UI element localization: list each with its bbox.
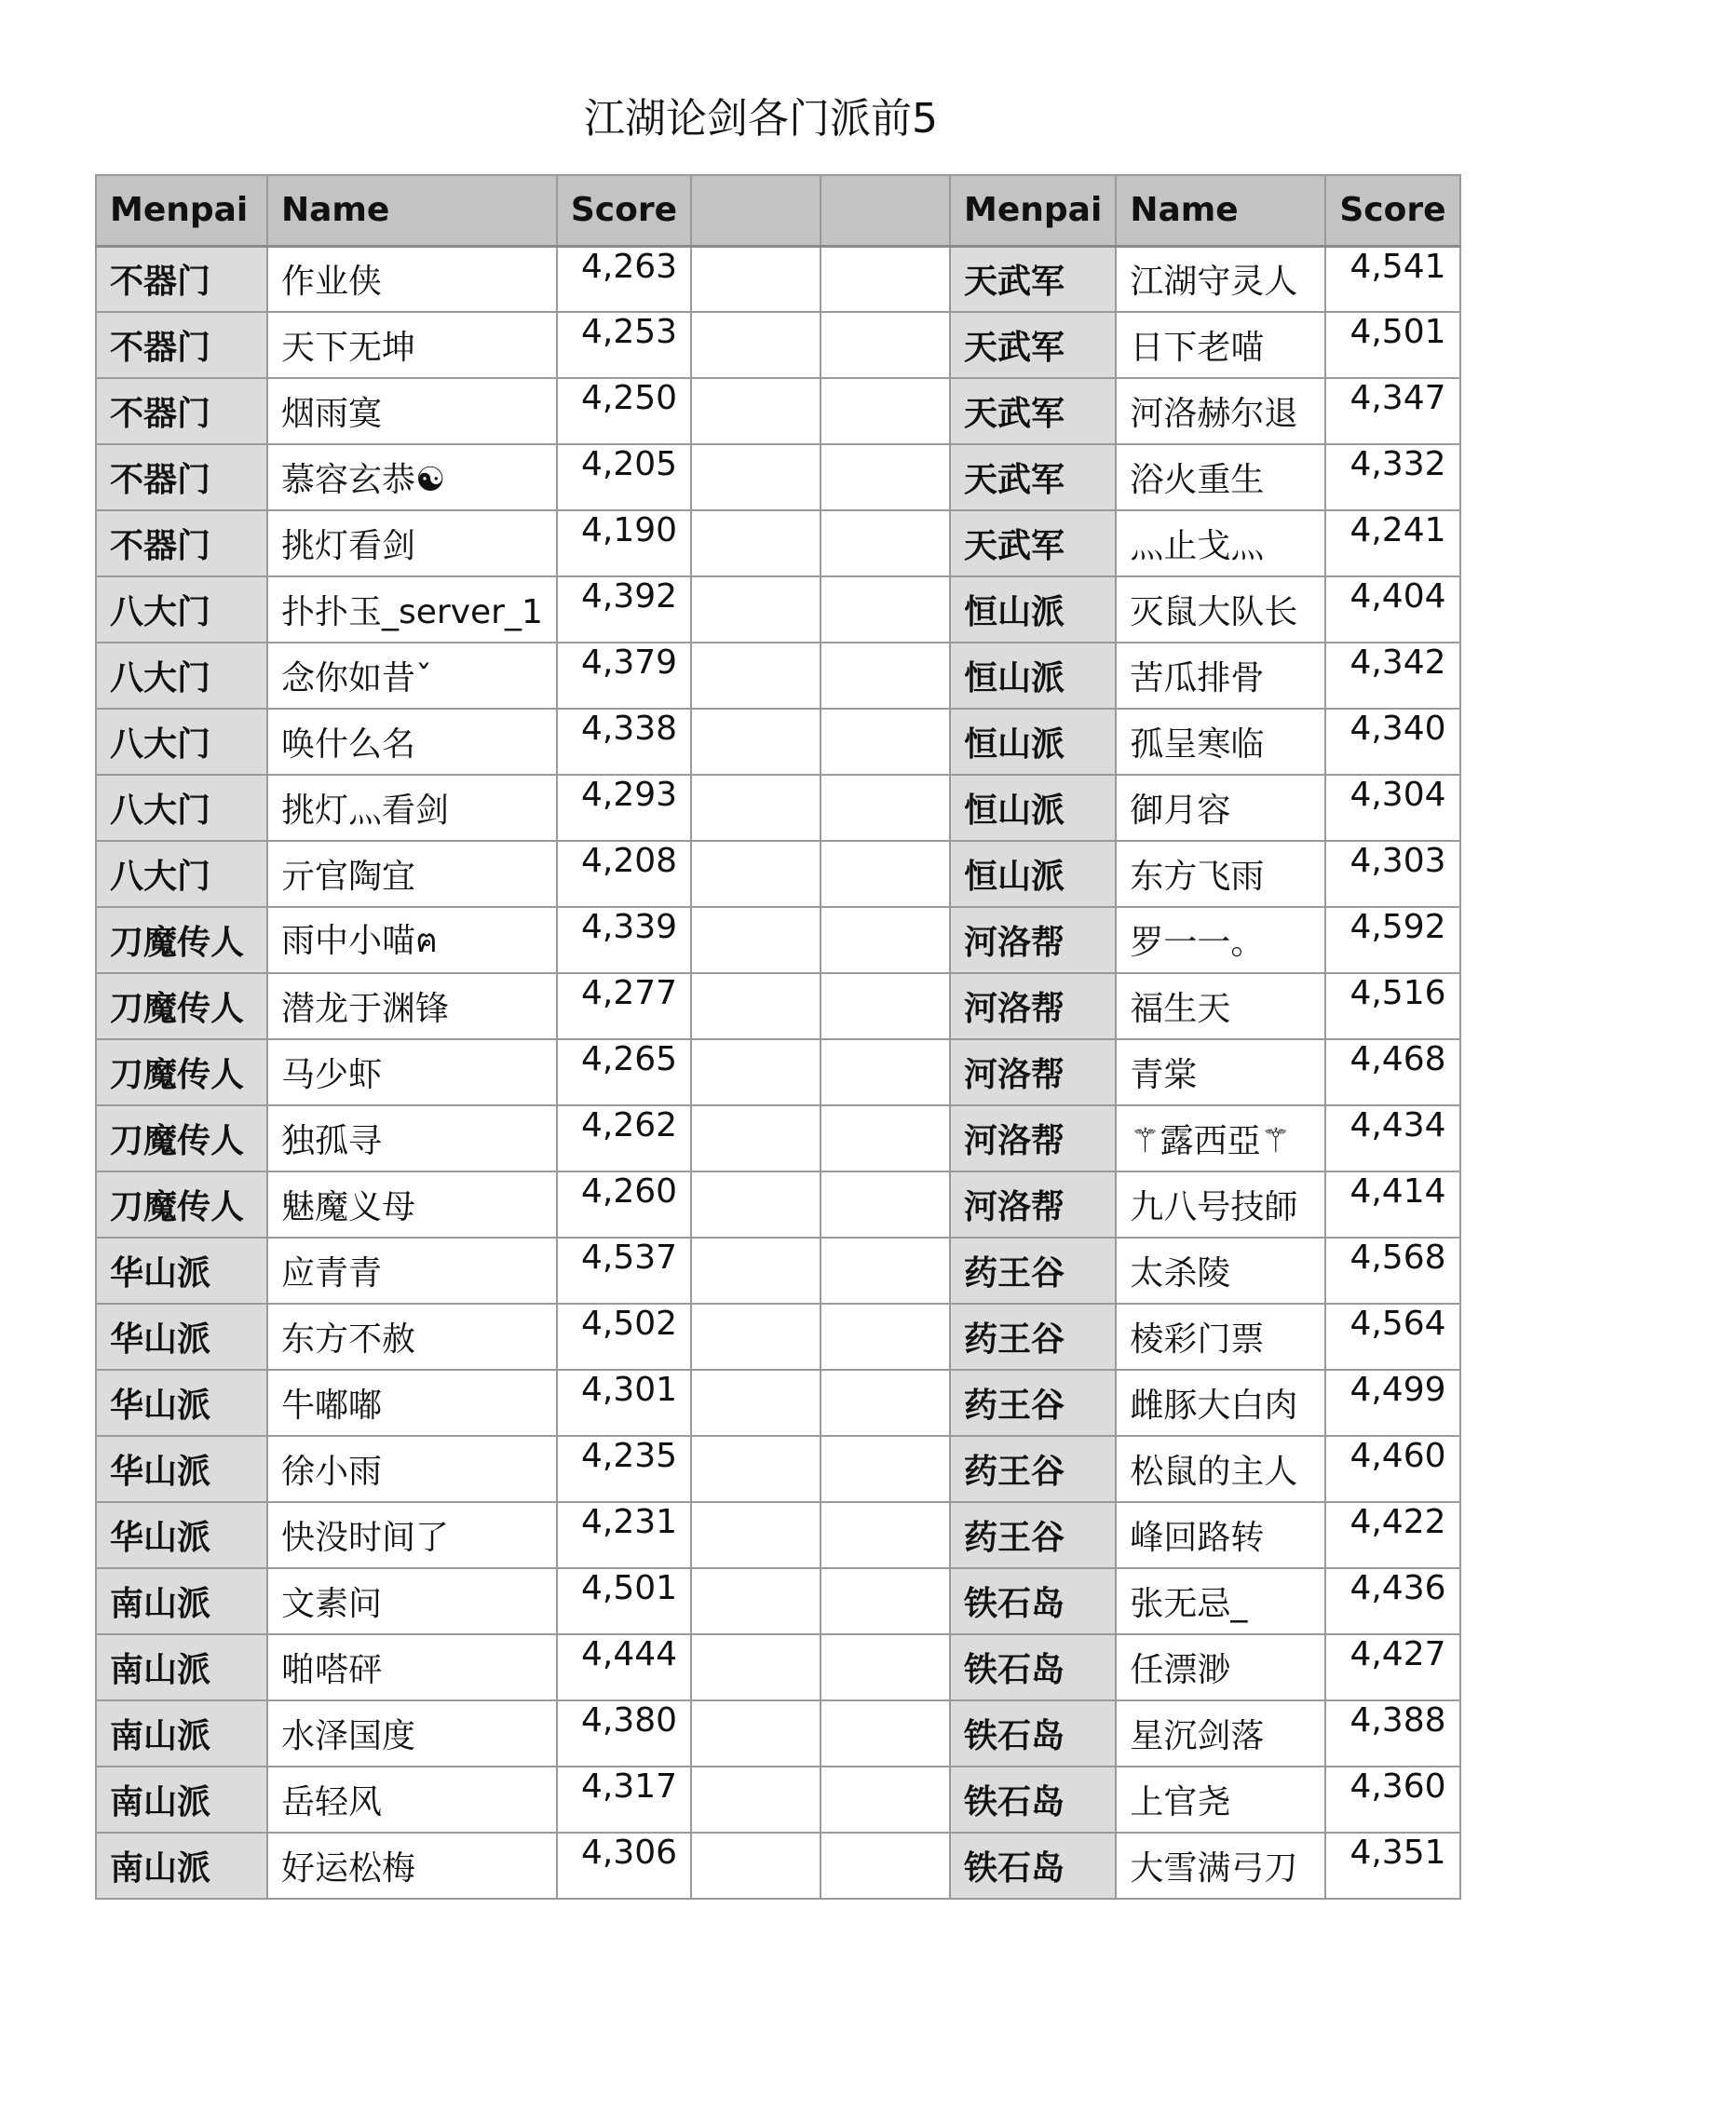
score-cell-left: 4,293 bbox=[557, 775, 691, 841]
menpai-cell-left: 南山派 bbox=[96, 1767, 267, 1833]
header-menpai-right: Menpai bbox=[950, 175, 1116, 246]
name-cell-left: 扑扑玉_server_1 bbox=[267, 576, 557, 643]
table-row bbox=[96, 775, 1460, 841]
empty-cell bbox=[691, 444, 821, 510]
score-cell-left: 4,265 bbox=[557, 1039, 691, 1105]
name-cell-left: 东方不赦 bbox=[267, 1304, 557, 1370]
menpai-cell-right: 河洛帮 bbox=[950, 1171, 1116, 1238]
menpai-cell-left: 刀魔传人 bbox=[96, 1105, 267, 1171]
header-name-right: Name bbox=[1116, 175, 1325, 246]
score-cell-left: 4,253 bbox=[557, 312, 691, 378]
empty-cell bbox=[691, 1634, 821, 1700]
score-cell-left: 4,537 bbox=[557, 1238, 691, 1304]
table-row bbox=[96, 510, 1460, 576]
menpai-cell-right: 天武军 bbox=[950, 378, 1116, 444]
score-cell-right: 4,303 bbox=[1325, 841, 1459, 907]
name-cell-left: 亓官陶宜 bbox=[267, 841, 557, 907]
empty-cell bbox=[691, 1171, 821, 1238]
menpai-cell-left: 南山派 bbox=[96, 1634, 267, 1700]
empty-cell bbox=[821, 444, 950, 510]
name-cell-right: 太杀陵 bbox=[1116, 1238, 1325, 1304]
table-row bbox=[96, 841, 1460, 907]
score-cell-left: 4,235 bbox=[557, 1436, 691, 1502]
score-cell-right: 4,404 bbox=[1325, 576, 1459, 643]
table-row bbox=[96, 1105, 1460, 1171]
name-cell-left: 唤什么名 bbox=[267, 709, 557, 775]
table-row bbox=[96, 444, 1460, 510]
empty-cell bbox=[691, 709, 821, 775]
header-name-left: Name bbox=[267, 175, 557, 246]
empty-cell bbox=[691, 378, 821, 444]
name-cell-right: 上官尧 bbox=[1116, 1767, 1325, 1833]
menpai-cell-left: 华山派 bbox=[96, 1436, 267, 1502]
score-cell-left: 4,338 bbox=[557, 709, 691, 775]
empty-cell bbox=[691, 1370, 821, 1436]
menpai-cell-left: 八大门 bbox=[96, 775, 267, 841]
table-body bbox=[96, 246, 1460, 1899]
name-cell-right: 河洛赫尔退 bbox=[1116, 378, 1325, 444]
menpai-cell-right: 药王谷 bbox=[950, 1436, 1116, 1502]
header-menpai-left: Menpai bbox=[96, 175, 267, 246]
menpai-cell-right: 天武军 bbox=[950, 246, 1116, 312]
name-cell-left: 魅魔义母 bbox=[267, 1171, 557, 1238]
score-cell-right: 4,332 bbox=[1325, 444, 1459, 510]
score-cell-right: 4,568 bbox=[1325, 1238, 1459, 1304]
name-cell-right: 浴火重生 bbox=[1116, 444, 1325, 510]
name-cell-left: 作业侠 bbox=[267, 246, 557, 312]
score-cell-left: 4,231 bbox=[557, 1502, 691, 1568]
name-cell-left: 快没时间了 bbox=[267, 1502, 557, 1568]
menpai-cell-right: 铁石岛 bbox=[950, 1700, 1116, 1767]
name-cell-left: 好运松梅 bbox=[267, 1833, 557, 1899]
name-cell-left: 挑灯看剑 bbox=[267, 510, 557, 576]
empty-cell bbox=[691, 312, 821, 378]
empty-cell bbox=[821, 576, 950, 643]
empty-cell bbox=[821, 1304, 950, 1370]
name-cell-right: 罗一一。 bbox=[1116, 907, 1325, 973]
empty-cell bbox=[691, 841, 821, 907]
empty-cell bbox=[821, 973, 950, 1039]
empty-cell bbox=[821, 1568, 950, 1634]
empty-cell bbox=[821, 1105, 950, 1171]
ranking-table bbox=[95, 174, 1461, 1900]
name-cell-right: 九八号技師 bbox=[1116, 1171, 1325, 1238]
name-cell-right: 江湖守灵人 bbox=[1116, 246, 1325, 312]
menpai-cell-right: 天武军 bbox=[950, 312, 1116, 378]
table-row bbox=[96, 576, 1460, 643]
name-cell-left: 应青青 bbox=[267, 1238, 557, 1304]
menpai-cell-right: 药王谷 bbox=[950, 1238, 1116, 1304]
menpai-cell-left: 南山派 bbox=[96, 1568, 267, 1634]
empty-cell bbox=[821, 841, 950, 907]
empty-cell bbox=[691, 907, 821, 973]
name-cell-right: 棱彩门票 bbox=[1116, 1304, 1325, 1370]
name-cell-right: 灬止戈灬 bbox=[1116, 510, 1325, 576]
menpai-cell-right: 铁石岛 bbox=[950, 1568, 1116, 1634]
score-cell-right: 4,434 bbox=[1325, 1105, 1459, 1171]
name-cell-left: 徐小雨 bbox=[267, 1436, 557, 1502]
name-cell-left: 独孤寻 bbox=[267, 1105, 557, 1171]
name-cell-right: 福生天 bbox=[1116, 973, 1325, 1039]
empty-cell bbox=[691, 643, 821, 709]
name-cell-right: 孤呈寒临 bbox=[1116, 709, 1325, 775]
empty-cell bbox=[821, 1436, 950, 1502]
table-row bbox=[96, 1238, 1460, 1304]
table-row bbox=[96, 643, 1460, 709]
empty-cell bbox=[691, 775, 821, 841]
menpai-cell-left: 华山派 bbox=[96, 1502, 267, 1568]
score-cell-right: 4,564 bbox=[1325, 1304, 1459, 1370]
table-row bbox=[96, 1502, 1460, 1568]
menpai-cell-left: 南山派 bbox=[96, 1700, 267, 1767]
empty-cell bbox=[691, 1833, 821, 1899]
menpai-cell-left: 不器门 bbox=[96, 312, 267, 378]
table-row bbox=[96, 1700, 1460, 1767]
name-cell-left: 马少虾 bbox=[267, 1039, 557, 1105]
menpai-cell-left: 不器门 bbox=[96, 510, 267, 576]
empty-cell bbox=[691, 1105, 821, 1171]
menpai-cell-right: 铁石岛 bbox=[950, 1767, 1116, 1833]
table-header-row bbox=[96, 175, 1460, 246]
name-cell-left: 挑灯灬看剑 bbox=[267, 775, 557, 841]
empty-cell bbox=[821, 1767, 950, 1833]
menpai-cell-right: 河洛帮 bbox=[950, 907, 1116, 973]
table-row bbox=[96, 1304, 1460, 1370]
name-cell-right: ⚚露西亞⚚ bbox=[1116, 1105, 1325, 1171]
score-cell-left: 4,339 bbox=[557, 907, 691, 973]
score-cell-left: 4,301 bbox=[557, 1370, 691, 1436]
table-row bbox=[96, 973, 1460, 1039]
score-cell-right: 4,340 bbox=[1325, 709, 1459, 775]
table-row bbox=[96, 1171, 1460, 1238]
name-cell-left: 牛嘟嘟 bbox=[267, 1370, 557, 1436]
score-cell-left: 4,501 bbox=[557, 1568, 691, 1634]
score-cell-right: 4,241 bbox=[1325, 510, 1459, 576]
header-empty-column bbox=[691, 175, 821, 246]
score-cell-left: 4,262 bbox=[557, 1105, 691, 1171]
menpai-cell-left: 八大门 bbox=[96, 576, 267, 643]
header-score-left: Score bbox=[557, 175, 691, 246]
empty-cell bbox=[691, 246, 821, 312]
menpai-cell-left: 华山派 bbox=[96, 1238, 267, 1304]
name-cell-right: 御月容 bbox=[1116, 775, 1325, 841]
empty-cell bbox=[691, 1436, 821, 1502]
page-title: 江湖论剑各门派前5 bbox=[584, 95, 938, 142]
empty-cell bbox=[821, 1700, 950, 1767]
table-row bbox=[96, 907, 1460, 973]
name-cell-left: 啪嗒砰 bbox=[267, 1634, 557, 1700]
name-cell-right: 日下老喵 bbox=[1116, 312, 1325, 378]
menpai-cell-left: 刀魔传人 bbox=[96, 973, 267, 1039]
menpai-cell-right: 恒山派 bbox=[950, 775, 1116, 841]
empty-cell bbox=[821, 1370, 950, 1436]
name-cell-right: 松鼠的主人 bbox=[1116, 1436, 1325, 1502]
empty-cell bbox=[821, 1634, 950, 1700]
menpai-cell-left: 不器门 bbox=[96, 246, 267, 312]
score-cell-left: 4,392 bbox=[557, 576, 691, 643]
score-cell-right: 4,388 bbox=[1325, 1700, 1459, 1767]
table-row bbox=[96, 1833, 1460, 1899]
empty-cell bbox=[821, 1238, 950, 1304]
name-cell-left: 慕容玄恭☯ bbox=[267, 444, 557, 510]
table-row bbox=[96, 1436, 1460, 1502]
name-cell-left: 岳轻风 bbox=[267, 1767, 557, 1833]
name-cell-right: 张无忌_ bbox=[1116, 1568, 1325, 1634]
score-cell-left: 4,277 bbox=[557, 973, 691, 1039]
table-row bbox=[96, 312, 1460, 378]
score-cell-left: 4,502 bbox=[557, 1304, 691, 1370]
empty-cell bbox=[691, 1568, 821, 1634]
name-cell-left: 雨中小喵ฅ bbox=[267, 907, 557, 973]
menpai-cell-right: 天武军 bbox=[950, 510, 1116, 576]
score-cell-right: 4,499 bbox=[1325, 1370, 1459, 1436]
empty-cell bbox=[691, 1502, 821, 1568]
name-cell-right: 雌豚大白肉 bbox=[1116, 1370, 1325, 1436]
menpai-cell-left: 八大门 bbox=[96, 643, 267, 709]
score-cell-right: 4,422 bbox=[1325, 1502, 1459, 1568]
table-row bbox=[96, 1568, 1460, 1634]
menpai-cell-right: 河洛帮 bbox=[950, 1039, 1116, 1105]
name-cell-left: 天下无坤 bbox=[267, 312, 557, 378]
score-cell-left: 4,205 bbox=[557, 444, 691, 510]
menpai-cell-right: 天武军 bbox=[950, 444, 1116, 510]
score-cell-right: 4,460 bbox=[1325, 1436, 1459, 1502]
score-cell-right: 4,436 bbox=[1325, 1568, 1459, 1634]
score-cell-left: 4,444 bbox=[557, 1634, 691, 1700]
score-cell-right: 4,501 bbox=[1325, 312, 1459, 378]
score-cell-right: 4,351 bbox=[1325, 1833, 1459, 1899]
menpai-cell-right: 药王谷 bbox=[950, 1502, 1116, 1568]
name-cell-left: 水泽国度 bbox=[267, 1700, 557, 1767]
header-score-right: Score bbox=[1325, 175, 1459, 246]
empty-cell bbox=[821, 907, 950, 973]
menpai-cell-right: 恒山派 bbox=[950, 841, 1116, 907]
score-cell-right: 4,304 bbox=[1325, 775, 1459, 841]
score-cell-left: 4,250 bbox=[557, 378, 691, 444]
name-cell-right: 东方飞雨 bbox=[1116, 841, 1325, 907]
empty-cell bbox=[691, 1700, 821, 1767]
menpai-cell-left: 南山派 bbox=[96, 1833, 267, 1899]
table-row bbox=[96, 709, 1460, 775]
menpai-cell-right: 河洛帮 bbox=[950, 1105, 1116, 1171]
header-empty-column bbox=[821, 175, 950, 246]
menpai-cell-right: 恒山派 bbox=[950, 643, 1116, 709]
score-cell-right: 4,468 bbox=[1325, 1039, 1459, 1105]
score-cell-left: 4,208 bbox=[557, 841, 691, 907]
empty-cell bbox=[691, 1039, 821, 1105]
name-cell-left: 念你如昔ˇ bbox=[267, 643, 557, 709]
name-cell-left: 文素问 bbox=[267, 1568, 557, 1634]
score-cell-right: 4,427 bbox=[1325, 1634, 1459, 1700]
score-cell-right: 4,592 bbox=[1325, 907, 1459, 973]
score-cell-left: 4,306 bbox=[557, 1833, 691, 1899]
menpai-cell-left: 刀魔传人 bbox=[96, 1171, 267, 1238]
empty-cell bbox=[821, 1039, 950, 1105]
menpai-cell-right: 药王谷 bbox=[950, 1370, 1116, 1436]
score-cell-right: 4,360 bbox=[1325, 1767, 1459, 1833]
score-cell-right: 4,347 bbox=[1325, 378, 1459, 444]
score-cell-left: 4,263 bbox=[557, 246, 691, 312]
name-cell-right: 灭鼠大队长 bbox=[1116, 576, 1325, 643]
score-cell-right: 4,516 bbox=[1325, 973, 1459, 1039]
menpai-cell-left: 刀魔传人 bbox=[96, 1039, 267, 1105]
table-row bbox=[96, 246, 1460, 312]
empty-cell bbox=[821, 378, 950, 444]
empty-cell bbox=[691, 1238, 821, 1304]
empty-cell bbox=[691, 1304, 821, 1370]
table-row bbox=[96, 1370, 1460, 1436]
name-cell-right: 星沉剑落 bbox=[1116, 1700, 1325, 1767]
empty-cell bbox=[821, 1833, 950, 1899]
table-row bbox=[96, 1039, 1460, 1105]
menpai-cell-right: 铁石岛 bbox=[950, 1634, 1116, 1700]
menpai-cell-left: 刀魔传人 bbox=[96, 907, 267, 973]
menpai-cell-left: 八大门 bbox=[96, 841, 267, 907]
empty-cell bbox=[821, 1171, 950, 1238]
name-cell-right: 苦瓜排骨 bbox=[1116, 643, 1325, 709]
empty-cell bbox=[821, 510, 950, 576]
menpai-cell-right: 恒山派 bbox=[950, 576, 1116, 643]
menpai-cell-left: 华山派 bbox=[96, 1304, 267, 1370]
name-cell-right: 峰回路转 bbox=[1116, 1502, 1325, 1568]
table-row bbox=[96, 1767, 1460, 1833]
empty-cell bbox=[691, 576, 821, 643]
score-cell-right: 4,541 bbox=[1325, 246, 1459, 312]
menpai-cell-left: 八大门 bbox=[96, 709, 267, 775]
name-cell-right: 任漂渺 bbox=[1116, 1634, 1325, 1700]
table-row bbox=[96, 378, 1460, 444]
empty-cell bbox=[821, 643, 950, 709]
table-row bbox=[96, 1634, 1460, 1700]
score-cell-left: 4,317 bbox=[557, 1767, 691, 1833]
menpai-cell-left: 华山派 bbox=[96, 1370, 267, 1436]
menpai-cell-right: 铁石岛 bbox=[950, 1833, 1116, 1899]
empty-cell bbox=[821, 312, 950, 378]
menpai-cell-right: 河洛帮 bbox=[950, 973, 1116, 1039]
empty-cell bbox=[691, 510, 821, 576]
score-cell-left: 4,380 bbox=[557, 1700, 691, 1767]
empty-cell bbox=[821, 709, 950, 775]
name-cell-left: 潜龙于渊锋 bbox=[267, 973, 557, 1039]
score-cell-left: 4,379 bbox=[557, 643, 691, 709]
empty-cell bbox=[691, 973, 821, 1039]
menpai-cell-right: 恒山派 bbox=[950, 709, 1116, 775]
empty-cell bbox=[821, 246, 950, 312]
name-cell-right: 青棠 bbox=[1116, 1039, 1325, 1105]
menpai-cell-left: 不器门 bbox=[96, 378, 267, 444]
score-cell-right: 4,342 bbox=[1325, 643, 1459, 709]
name-cell-left: 烟雨寞 bbox=[267, 378, 557, 444]
empty-cell bbox=[821, 775, 950, 841]
empty-cell bbox=[821, 1502, 950, 1568]
empty-cell bbox=[691, 1767, 821, 1833]
score-cell-left: 4,260 bbox=[557, 1171, 691, 1238]
score-cell-left: 4,190 bbox=[557, 510, 691, 576]
name-cell-right: 大雪满弓刀 bbox=[1116, 1833, 1325, 1899]
menpai-cell-left: 不器门 bbox=[96, 444, 267, 510]
menpai-cell-right: 药王谷 bbox=[950, 1304, 1116, 1370]
score-cell-right: 4,414 bbox=[1325, 1171, 1459, 1238]
